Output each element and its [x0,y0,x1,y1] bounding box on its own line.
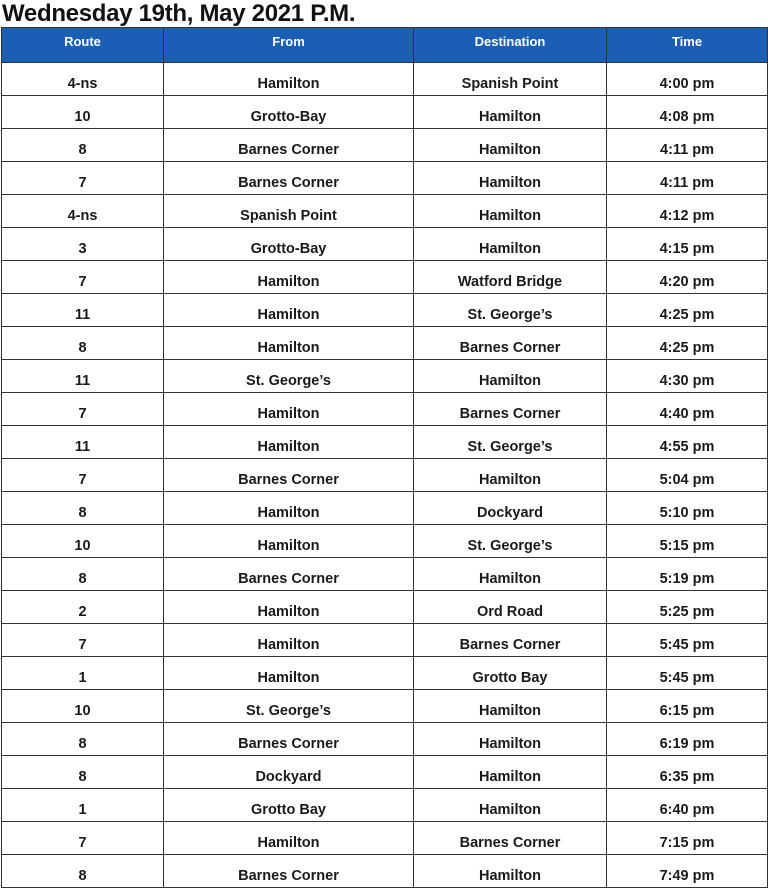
table-row [2,327,768,360]
table-row [2,426,768,459]
time-cell: 6:40 pm [607,789,768,822]
header-row [2,28,768,63]
column-header-route: Route [2,28,164,63]
destination-cell: Barnes Corner [414,327,607,360]
destination-cell: Hamilton [414,756,607,789]
from-cell: Hamilton [164,327,414,360]
destination-cell: Hamilton [414,360,607,393]
route-cell: 11 [2,294,164,327]
time-cell: 4:30 pm [607,360,768,393]
table-row [2,789,768,822]
table-row [2,855,768,888]
from-cell: Barnes Corner [164,855,414,888]
time-cell: 5:25 pm [607,591,768,624]
destination-cell: Grotto Bay [414,657,607,690]
table-row [2,624,768,657]
table-row [2,822,768,855]
from-cell: Grotto-Bay [164,228,414,261]
destination-cell: Spanish Point [414,63,607,96]
destination-cell: Hamilton [414,96,607,129]
table-row [2,162,768,195]
from-cell: Hamilton [164,822,414,855]
from-cell: Barnes Corner [164,459,414,492]
time-cell: 4:25 pm [607,294,768,327]
destination-cell: Hamilton [414,855,607,888]
from-cell: Dockyard [164,756,414,789]
destination-cell: Hamilton [414,690,607,723]
destination-cell: St. George’s [414,294,607,327]
destination-cell: Hamilton [414,228,607,261]
bus-schedule-table [1,27,768,888]
from-cell: Hamilton [164,261,414,294]
from-cell: Grotto Bay [164,789,414,822]
from-cell: Hamilton [164,294,414,327]
table-row [2,459,768,492]
destination-cell: Hamilton [414,459,607,492]
time-cell: 4:11 pm [607,162,768,195]
column-header-from: From [164,28,414,63]
table-row [2,525,768,558]
route-cell: 3 [2,228,164,261]
time-cell: 4:11 pm [607,129,768,162]
time-cell: 6:19 pm [607,723,768,756]
route-cell: 1 [2,789,164,822]
destination-cell: St. George’s [414,426,607,459]
from-cell: St. George’s [164,690,414,723]
route-cell: 11 [2,360,164,393]
from-cell: Hamilton [164,624,414,657]
table-row [2,558,768,591]
table-row [2,360,768,393]
from-cell: Spanish Point [164,195,414,228]
table-row [2,261,768,294]
time-cell: 5:04 pm [607,459,768,492]
destination-cell: Watford Bridge [414,261,607,294]
time-cell: 4:08 pm [607,96,768,129]
route-cell: 8 [2,855,164,888]
destination-cell: Dockyard [414,492,607,525]
table-row [2,129,768,162]
destination-cell: Hamilton [414,558,607,591]
route-cell: 7 [2,261,164,294]
destination-cell: Barnes Corner [414,393,607,426]
from-cell: Hamilton [164,492,414,525]
route-cell: 8 [2,756,164,789]
time-cell: 4:00 pm [607,63,768,96]
from-cell: Barnes Corner [164,723,414,756]
table-row [2,294,768,327]
destination-cell: Hamilton [414,195,607,228]
time-cell: 5:19 pm [607,558,768,591]
table-header [2,28,768,63]
route-cell: 8 [2,723,164,756]
route-cell: 7 [2,459,164,492]
from-cell: Barnes Corner [164,558,414,591]
table-row [2,723,768,756]
table-row [2,492,768,525]
route-cell: 4-ns [2,195,164,228]
route-cell: 4-ns [2,63,164,96]
time-cell: 4:25 pm [607,327,768,360]
from-cell: St. George’s [164,360,414,393]
column-header-destination: Destination [414,28,607,63]
time-cell: 5:10 pm [607,492,768,525]
time-cell: 4:40 pm [607,393,768,426]
from-cell: Hamilton [164,426,414,459]
from-cell: Hamilton [164,525,414,558]
route-cell: 2 [2,591,164,624]
route-cell: 7 [2,624,164,657]
time-cell: 7:49 pm [607,855,768,888]
from-cell: Grotto-Bay [164,96,414,129]
column-header-time: Time [607,28,768,63]
destination-cell: Hamilton [414,162,607,195]
destination-cell: Hamilton [414,723,607,756]
route-cell: 8 [2,327,164,360]
from-cell: Hamilton [164,63,414,96]
table-row [2,228,768,261]
time-cell: 4:12 pm [607,195,768,228]
from-cell: Barnes Corner [164,129,414,162]
destination-cell: Ord Road [414,591,607,624]
time-cell: 7:15 pm [607,822,768,855]
time-cell: 5:45 pm [607,657,768,690]
destination-cell: Hamilton [414,129,607,162]
destination-cell: Barnes Corner [414,624,607,657]
table-row [2,756,768,789]
table-row [2,96,768,129]
time-cell: 5:15 pm [607,525,768,558]
table-row [2,657,768,690]
from-cell: Hamilton [164,393,414,426]
time-cell: 4:20 pm [607,261,768,294]
from-cell: Hamilton [164,591,414,624]
route-cell: 7 [2,162,164,195]
table-row [2,63,768,96]
route-cell: 10 [2,525,164,558]
destination-cell: St. George’s [414,525,607,558]
route-cell: 8 [2,558,164,591]
time-cell: 4:55 pm [607,426,768,459]
from-cell: Hamilton [164,657,414,690]
route-cell: 11 [2,426,164,459]
route-cell: 10 [2,690,164,723]
destination-cell: Barnes Corner [414,822,607,855]
table-row [2,591,768,624]
route-cell: 7 [2,393,164,426]
page-title: Wednesday 19th, May 2021 P.M. [2,0,356,27]
route-cell: 8 [2,492,164,525]
time-cell: 4:15 pm [607,228,768,261]
route-cell: 7 [2,822,164,855]
route-cell: 10 [2,96,164,129]
time-cell: 5:45 pm [607,624,768,657]
table-body [2,63,768,888]
time-cell: 6:15 pm [607,690,768,723]
destination-cell: Hamilton [414,789,607,822]
table-row [2,195,768,228]
from-cell: Barnes Corner [164,162,414,195]
table-row [2,393,768,426]
route-cell: 1 [2,657,164,690]
route-cell: 8 [2,129,164,162]
table-row [2,690,768,723]
time-cell: 6:35 pm [607,756,768,789]
